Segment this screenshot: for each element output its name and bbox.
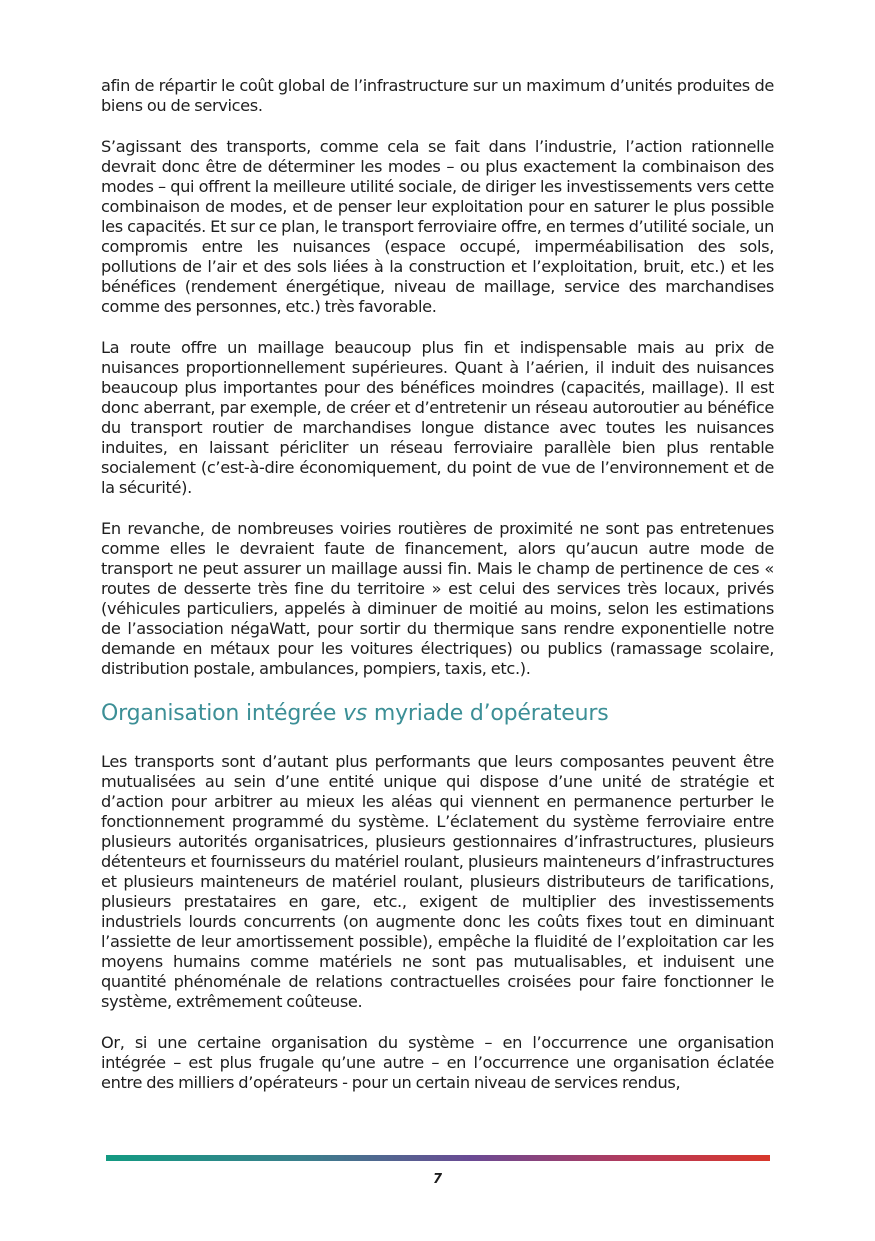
paragraph-5: Les transports sont d’autant plus performants que leurs composantes peuvent être mutualisées au sein d’une entité unique qui dispose d’une unité de stratégie et d’action pour arbitrer au mieux les aléas qui viennent en permanence perturber le fonctionnement programmé du système. L’éclatement du système ferroviaire entre plusieurs autorités organisatrices, plusieurs gestionnaires d’infrastructures, plusieurs détenteurs et fournisseurs du matériel roulant, plusieurs mainteneurs d’infrastructures et plusieurs mainteneurs de matériel roulant, plusieurs distributeurs de tarifications, plusieurs prestataires en gare, etc., exigent de multiplier des investissements industriels lourds concurrents (on augmente donc les coûts fixes tout en diminuant l’assiette de leur amortissement possible), empêche la fluidité de l’exploitation car les moyens humains comme matériels ne sont pas mutualisables, et induisent une quantité phénoménale de relations contractuelles croisées pour faire fonctionner le système, extrêmement coûteuse. [101,752,774,1011]
paragraph-3: La route offre un maillage beaucoup plus fin et indispensable mais au prix de nuisances proportionnellement supérieures. Quant à l’aérien, il induit des nuisances beaucoup plus importantes pour des bénéfices moindres (capacités, maillage). Il est donc aberrant, par exemple, de créer et d’entretenir un réseau autoroutier au bénéfice du transport routier de marchandises longue distance avec toutes les nuisances induites, en laissant péricliter un réseau ferroviaire parallèle bien plus rentable socialement (c’est-à-dire économiquement, du point de vue de l’environnement et de la sécurité). [101,338,774,497]
heading-italic: vs [342,701,368,726]
page-number: 7 [432,1172,443,1187]
paragraph-6: Or, si une certaine organisation du système – en l’occurrence une organisation intégrée – est plus frugale qu’une autre – en l’occurrence une organisation éclatée entre des milliers d’opérateurs - pour un certain niveau de services rendus, [101,1033,774,1092]
heading-part-2: myriade d’opérateurs [367,701,609,726]
section-heading [101,700,774,728]
footer-gradient-bar [106,1155,770,1161]
paragraph-4: En revanche, de nombreuses voiries routières de proximité ne sont pas entretenues comme elles le devraient faute de financement, alors qu’aucun autre mode de transport ne peut assurer un maillage aussi fin. Mais le champ de pertinence de ces « routes de desserte très fine du territoire » est celui des services très locaux, privés (véhicules particuliers, appelés à diminuer de moitié au moins, selon les estimations de l’association négaWatt, pour sortir du thermique sans rendre exponentielle notre demande en métaux pour les voitures électriques) ou publics (ramassage scolaire, distribution postale, ambulances, pompiers, taxis, etc.). [101,519,774,678]
page-content [101,76,774,1114]
heading-part-1: Organisation intégrée [101,701,343,726]
paragraph-1: afin de répartir le coût global de l’infrastructure sur un maximum d’unités produites de biens ou de services. [101,76,774,115]
paragraph-2: S’agissant des transports, comme cela se fait dans l’industrie, l’action rationnelle devrait donc être de déterminer les modes – ou plus exactement la combinaison des modes – qui offrent la meilleure utilité sociale, de diriger les investissements vers cette combinaison de modes, et de penser leur exploitation pour en saturer le plus possible les capacités. Et sur ce plan, le transport ferroviaire offre, en termes d’utilité sociale, un compromis entre les nuisances (espace occupé, imperméabilisation des sols, pollutions de l’air et des sols liées à la construction et l’exploitation, bruit, etc.) et les bénéfices (rendement énergétique, niveau de maillage, service des marchandises comme des personnes, etc.) très favorable. [101,137,774,316]
